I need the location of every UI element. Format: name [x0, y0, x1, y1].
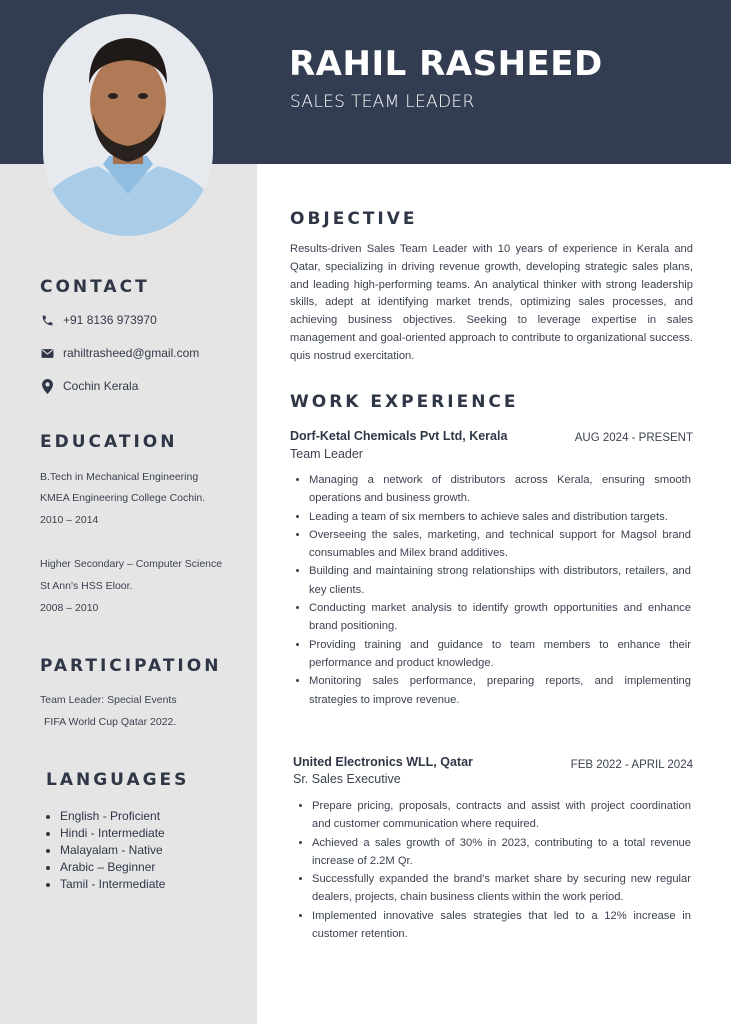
list-item: • Tamil - Intermediate [60, 876, 165, 893]
education-school: St Ann's HSS Eloor. [40, 580, 133, 592]
participation-heading: PARTICIPATION [40, 656, 222, 676]
job-bullets [291, 471, 691, 709]
list-item: • Building and maintaining strong relationships with distributors, retailers, and key clients. [309, 562, 691, 599]
contact-email[interactable] [40, 344, 199, 362]
phone-text: +91 8136 973970 [63, 313, 157, 327]
list-item: • Monitoring sales performance, preparing reports, and implementing strategies to improve revenue. [309, 672, 691, 709]
languages-list [46, 808, 165, 893]
objective-text: Results-driven Sales Team Leader with 10 years of experience in Kerala and Qatar, specializing in driving revenue growth, developing strategic sales plans, and leading high-performing teams. An analytical thinker with strong leadership skills, adept at identifying market trends, optimizing sales processes, and achieving business objectives. Seeking to leverage expertise in sales management and goal-oriented approach to contribute to organizational success. quis nostrud exercitation. [290, 243, 693, 362]
location-text: Cochin Kerala [63, 379, 139, 393]
job-dates: FEB 2022 - APRIL 2024 [570, 759, 693, 771]
education-heading: EDUCATION [40, 432, 178, 452]
list-item: • Overseeing the sales, marketing, and technical support for Magsol brand consumables and Milex brand additives. [309, 526, 691, 563]
education-school: KMEA Engineering College Cochin. [40, 492, 206, 504]
education-degree: Higher Secondary – Computer Science [40, 558, 223, 570]
job-company: Dorf-Ketal Chemicals Pvt Ltd, Kerala [290, 429, 508, 443]
job-company: United Electronics WLL, Qatar [293, 755, 473, 769]
education-years: 2008 – 2010 [40, 602, 99, 614]
list-item: • Providing training and guidance to team members to enhance their performance and product knowledge. [309, 636, 691, 673]
list-item: • Hindi - Intermediate [60, 825, 165, 842]
phone-icon [40, 313, 54, 327]
contact-heading: CONTACT [40, 277, 150, 297]
candidate-name: RAHIL RASHEED [289, 44, 603, 84]
list-item: • Conducting market analysis to identify growth opportunities and enhance brand positioning. [309, 599, 691, 636]
candidate-role: SALES TEAM LEADER [290, 92, 475, 112]
email-icon [40, 346, 54, 360]
list-item: • Leading a team of six members to achieve sales and distribution targets. [309, 508, 691, 526]
job-title: Team Leader [290, 447, 363, 461]
education-years: 2010 – 2014 [40, 514, 99, 526]
job-title: Sr. Sales Executive [293, 772, 401, 786]
profile-photo [43, 14, 213, 236]
contact-phone[interactable] [40, 311, 157, 329]
participation-event: FIFA World Cup Qatar 2022. [44, 716, 177, 728]
education-degree: B.Tech in Mechanical Engineering [40, 471, 199, 483]
list-item: • Implemented innovative sales strategies that led to a 12% increase in customer retention. [312, 907, 691, 944]
experience-heading: WORK EXPERIENCE [290, 392, 519, 412]
objective-heading: OBJECTIVE [290, 209, 418, 229]
participation-role: Team Leader: Special Events [40, 694, 177, 706]
job-bullets [294, 797, 691, 943]
list-item: • Malayalam - Native [60, 842, 165, 859]
list-item: • Arabic – Beginner [60, 859, 165, 876]
email-text: rahiltrasheed@gmail.com [63, 346, 200, 360]
list-item: • Prepare pricing, proposals, contracts and assist with project coordination and customer communication where required. [312, 797, 691, 834]
list-item: • Managing a network of distributors across Kerala, ensuring smooth operations and business growth. [309, 471, 691, 508]
contact-location [40, 377, 138, 395]
languages-heading: LANGUAGES [46, 770, 190, 790]
list-item: • English - Proficient [60, 808, 165, 825]
list-item: • Achieved a sales growth of 30% in 2023, contributing to a total revenue increase of 2.2M Qr. [312, 834, 691, 871]
list-item: • Successfully expanded the brand's market share by securing new regular dealers, projects, chain business clients within the work period. [312, 870, 691, 907]
job-dates: AUG 2024 - PRESENT [574, 432, 693, 444]
location-pin-icon [40, 379, 54, 393]
